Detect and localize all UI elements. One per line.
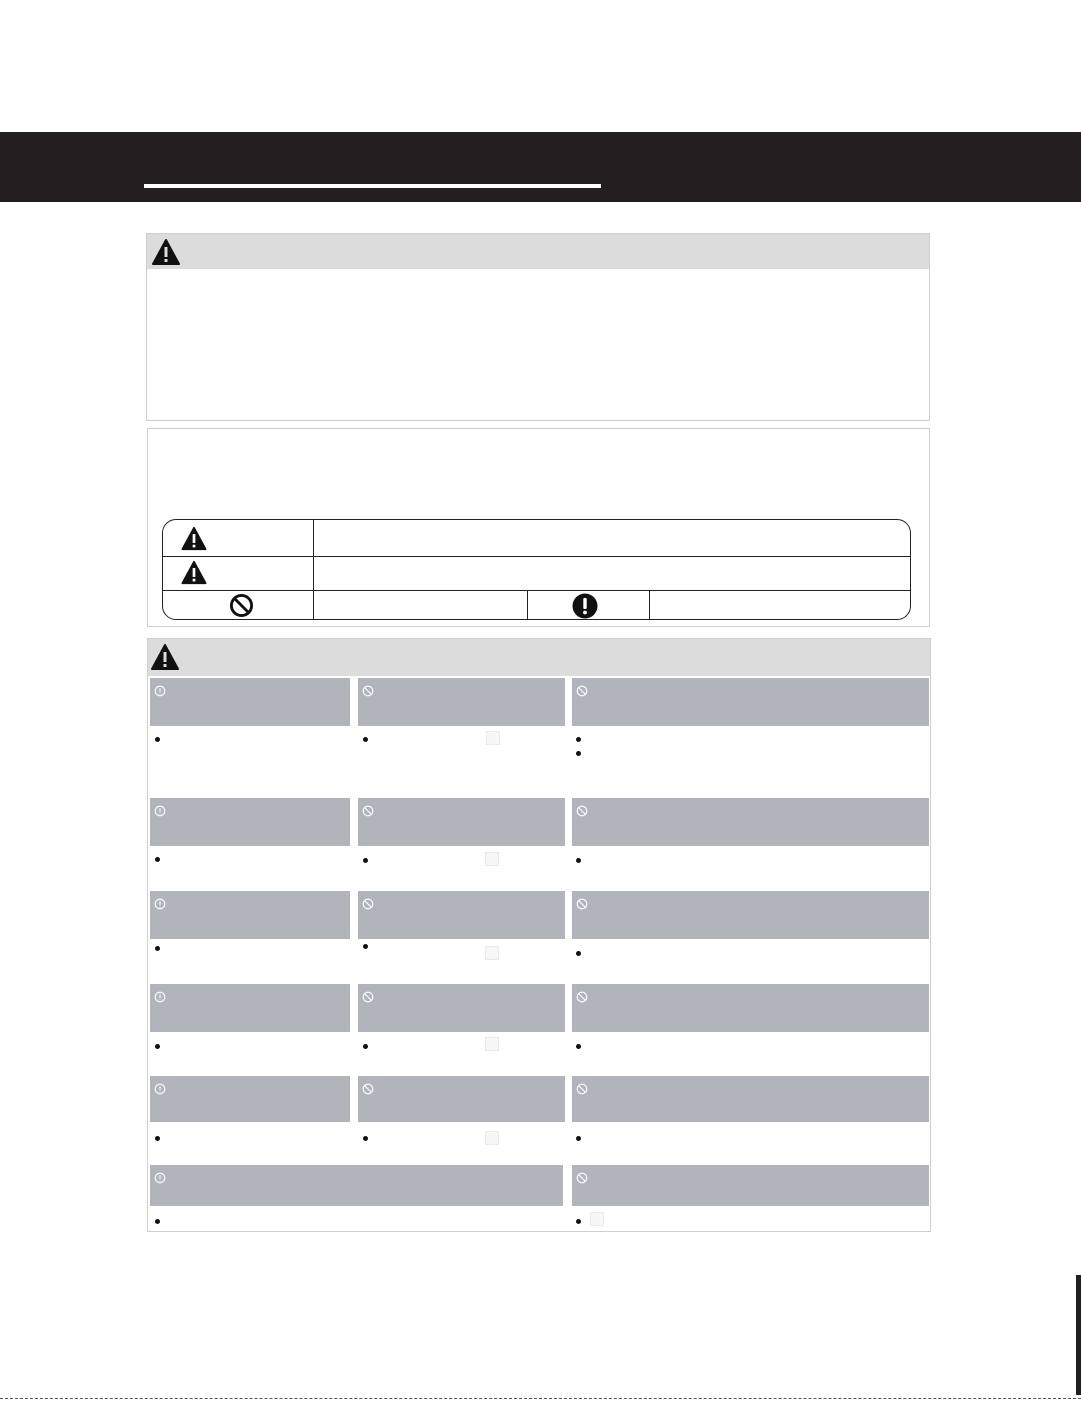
bullet-point — [576, 1219, 581, 1224]
prohibited-icon — [576, 805, 588, 817]
warning-item-header-3 — [572, 678, 929, 726]
bullet-point — [363, 1136, 368, 1141]
bullet-point — [363, 944, 368, 949]
bullet-point — [363, 737, 368, 742]
prohibited-icon — [576, 685, 588, 697]
warning-item-header-5 — [358, 798, 565, 846]
mandatory-icon — [572, 593, 598, 619]
page-tab-marker — [1076, 1275, 1081, 1395]
faint-image-placeholder — [590, 1212, 604, 1226]
warning-item-header-15 — [572, 1076, 929, 1122]
warning-triangle-icon — [180, 560, 208, 585]
bullet-point — [576, 858, 581, 863]
mandatory-icon — [154, 1083, 166, 1095]
warning-triangle-icon — [150, 643, 180, 671]
page-bottom-edge — [0, 1398, 1081, 1400]
warning-triangle-icon — [151, 238, 181, 266]
bullet-point — [576, 951, 581, 956]
bullet-point — [576, 737, 581, 742]
faint-image-placeholder — [485, 1037, 499, 1051]
bullet-point — [155, 737, 160, 742]
prohibited-icon — [362, 991, 374, 1003]
warning-item-header-2 — [358, 678, 565, 726]
warning-item-header-12 — [572, 984, 929, 1032]
prohibited-icon — [362, 1083, 374, 1095]
prohibited-icon — [576, 898, 588, 910]
prohibited-icon — [362, 898, 374, 910]
mandatory-icon — [154, 805, 166, 817]
bullet-point — [155, 1219, 160, 1224]
bullet-point — [363, 1044, 368, 1049]
warning-item-header-4 — [150, 798, 350, 846]
warning-item-header-6 — [572, 798, 929, 846]
bullet-point — [155, 1136, 160, 1141]
bullet-point — [155, 857, 160, 862]
warning-item-header-10 — [150, 984, 350, 1032]
warning-item-header-11 — [358, 984, 565, 1032]
prohibited-icon — [576, 1083, 588, 1095]
warning-item-header-17 — [572, 1165, 929, 1206]
warning-item-header-16 — [150, 1165, 563, 1206]
warning-item-header-14 — [358, 1076, 565, 1122]
mandatory-icon — [154, 1172, 166, 1184]
warning-item-header-13 — [150, 1076, 350, 1122]
warning-triangle-icon — [180, 526, 208, 551]
warning-item-header-8 — [358, 891, 565, 939]
bullet-point — [576, 751, 581, 756]
prohibited-icon — [362, 685, 374, 697]
prohibited-icon — [576, 1172, 588, 1184]
prohibited-icon — [229, 593, 254, 618]
warning-item-header-9 — [572, 891, 929, 939]
faint-image-placeholder — [485, 946, 499, 960]
prohibited-icon — [362, 805, 374, 817]
caution-title-bar — [147, 234, 929, 269]
bullet-point — [363, 858, 368, 863]
bullet-point — [155, 1044, 160, 1049]
warning-item-header-1 — [150, 678, 350, 726]
mandatory-icon — [154, 898, 166, 910]
header-underline — [144, 184, 601, 188]
faint-image-placeholder — [485, 1131, 499, 1145]
symbol-legend-table — [162, 519, 911, 620]
header-band — [0, 132, 1081, 202]
mandatory-icon — [154, 991, 166, 1003]
bullet-point — [155, 946, 160, 951]
prohibited-icon — [576, 991, 588, 1003]
warning-item-header-7 — [150, 891, 350, 939]
faint-image-placeholder — [485, 852, 499, 866]
bullet-point — [576, 1136, 581, 1141]
mandatory-icon — [154, 685, 166, 697]
faint-image-placeholder — [486, 731, 500, 745]
bullet-point — [576, 1044, 581, 1049]
warning-title-bar — [148, 639, 930, 676]
